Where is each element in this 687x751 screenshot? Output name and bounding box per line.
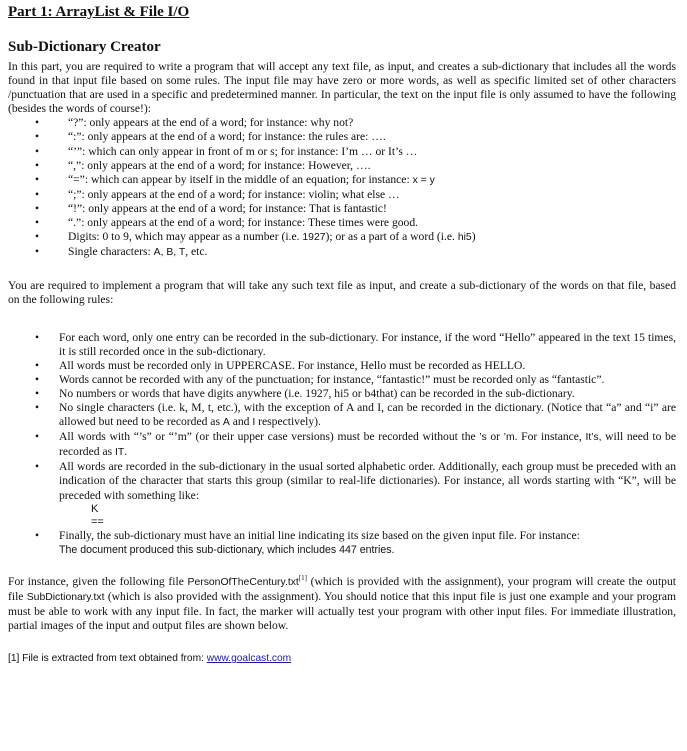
list-item: • No single characters (i.e. k, M, t, etc.), with the exception of A and I, can be recorded in the dictionary. (Notice that “a” and “i” are allowed but need to be recorded as A and I respectively). xyxy=(35,400,676,429)
list-item: • Words cannot be recorded with any of the punctuation; for instance, “fantastic!” must be recorded only as “fantastic”. xyxy=(35,372,605,386)
part-title: Part 1: ArrayList & File I/O xyxy=(8,4,190,20)
list-item: • “’”: which can only appear in front of m or s; for instance: I’m … or It’s … xyxy=(35,144,418,158)
list-item: • “:”: only appears at the end of a word; for instance: the rules are: …. xyxy=(35,130,386,144)
list-item: • Finally, the sub-dictionary must have an initial line indicating its size based on the given input file. For instance: The document produced this sub-dictionary, which includes 447 entries. xyxy=(35,528,580,556)
list-item: • “;”: only appears at the end of a word; for instance: violin; what else … xyxy=(35,187,400,201)
goalcast-link[interactable]: www.goalcast.com xyxy=(206,653,292,665)
example-rule: == xyxy=(91,515,104,528)
bullet-icon: • xyxy=(35,460,40,474)
bullet-icon: • xyxy=(35,528,40,542)
bullet-icon: • xyxy=(35,230,40,244)
bullet-icon: • xyxy=(35,386,40,400)
input-filename: PersonOfTheCentury.txt xyxy=(187,576,299,588)
bullet-icon: • xyxy=(35,144,40,158)
group-header-example xyxy=(59,503,676,529)
bullet-icon: • xyxy=(35,430,40,444)
bullet-icon: • xyxy=(35,172,40,186)
list-item: • “?”: only appears at the end of a word; for instance: why not? xyxy=(35,116,354,130)
list-item: • No numbers or words that have digits anywhere (i.e. 1927, hi5 or b4that) can be recorded in the sub-dictionary. xyxy=(35,386,575,400)
list-item: • Single characters: A, B, T, etc. xyxy=(35,245,208,259)
list-item: • For each word, only one entry can be recorded in the sub-dictionary. For instance, if the word “Hello” appeared in the text 15 times, it is still recorded once in the sub-dictionary. xyxy=(35,330,676,358)
bullet-icon: • xyxy=(35,158,40,172)
bullet-icon: • xyxy=(35,116,40,130)
list-item: • “!”: only appears at the end of a word; for instance: That is fantastic! xyxy=(35,201,387,215)
list-item: • All words must be recorded only in UPPERCASE. For instance, Hello must be recorded as HELLO. xyxy=(35,358,526,372)
bullet-icon: • xyxy=(35,400,40,414)
intro-paragraph: In this part, you are required to write a program that will accept any text file, as input, and creates a sub-dictionary that includes all the words found in that input file based on some rules. The input file may have zero or more words, as well as specific limited set of other characters /punctuation that are used in a specific and predetermined manner. In particular, the text on the input file is only assumed to have the following (besides the words of course!): xyxy=(8,60,676,116)
list-item: • “.”: only appears at the end of a word; for instance: These times were good. xyxy=(35,216,419,230)
list-item: • All words with “’s” or “’m” (or their upper case versions) must be recorded without the ’s or ’m. For instance, It’s, will need to be recorded as IT. xyxy=(35,430,676,459)
bullet-icon: • xyxy=(35,372,40,386)
document-page xyxy=(8,4,676,666)
example-letter: K xyxy=(91,502,99,515)
list-item: • “,”: only appears at the end of a word; for instance: However, …. xyxy=(35,158,371,172)
list-item: • “=”: which can appear by itself in the middle of an equation; for instance: x = y xyxy=(35,172,435,186)
section-title: Sub-Dictionary Creator xyxy=(8,39,161,55)
list-item: • All words are recorded in the sub-dictionary in the usual sorted alphabetic order. Additionally, each group must be preceded with an indication of the character that starts this group (similar to real-life dictionaries). For instance, all words starting with “K”, will be preceded with something like: K == xyxy=(35,460,676,528)
bullet-icon: • xyxy=(35,330,40,344)
footnote-marker[interactable]: [1] xyxy=(298,573,307,582)
footnote: [1] File is extracted from text obtained from: www.goalcast.com xyxy=(8,653,292,665)
list-item: • Digits: 0 to 9, which may appear as a number (i.e. 1927); or as a part of a word (i.e. hi5) xyxy=(35,230,476,244)
output-filename: SubDictionary.txt xyxy=(26,591,105,603)
bullet-icon: • xyxy=(35,358,40,372)
bullet-icon: • xyxy=(35,245,40,259)
produced-line: The document produced this sub-dictionary, which includes 447 entries. xyxy=(59,543,395,556)
bullet-icon: • xyxy=(35,201,40,215)
closing-paragraph: For instance, given the following file PersonOfTheCentury.txt[1] (which is provided with the assignment), your program will create the output file SubDictionary.txt (which is also provided with the assignment). You should notice that this input file is just one example and your program must be able to work with any input file. In fact, the marker will actually test your program with other input files. For immediate illustration, partial images of the input and output files are shown below. xyxy=(8,573,676,633)
allowed-characters-list xyxy=(35,116,676,260)
bullet-icon: • xyxy=(35,187,40,201)
bullet-icon: • xyxy=(35,216,40,230)
task-paragraph: You are required to implement a program that will take any such text file as input, and create a sub-dictionary of the words on that file, based on the following rules: xyxy=(8,279,676,307)
bullet-icon: • xyxy=(35,130,40,144)
rules-list xyxy=(35,331,676,557)
